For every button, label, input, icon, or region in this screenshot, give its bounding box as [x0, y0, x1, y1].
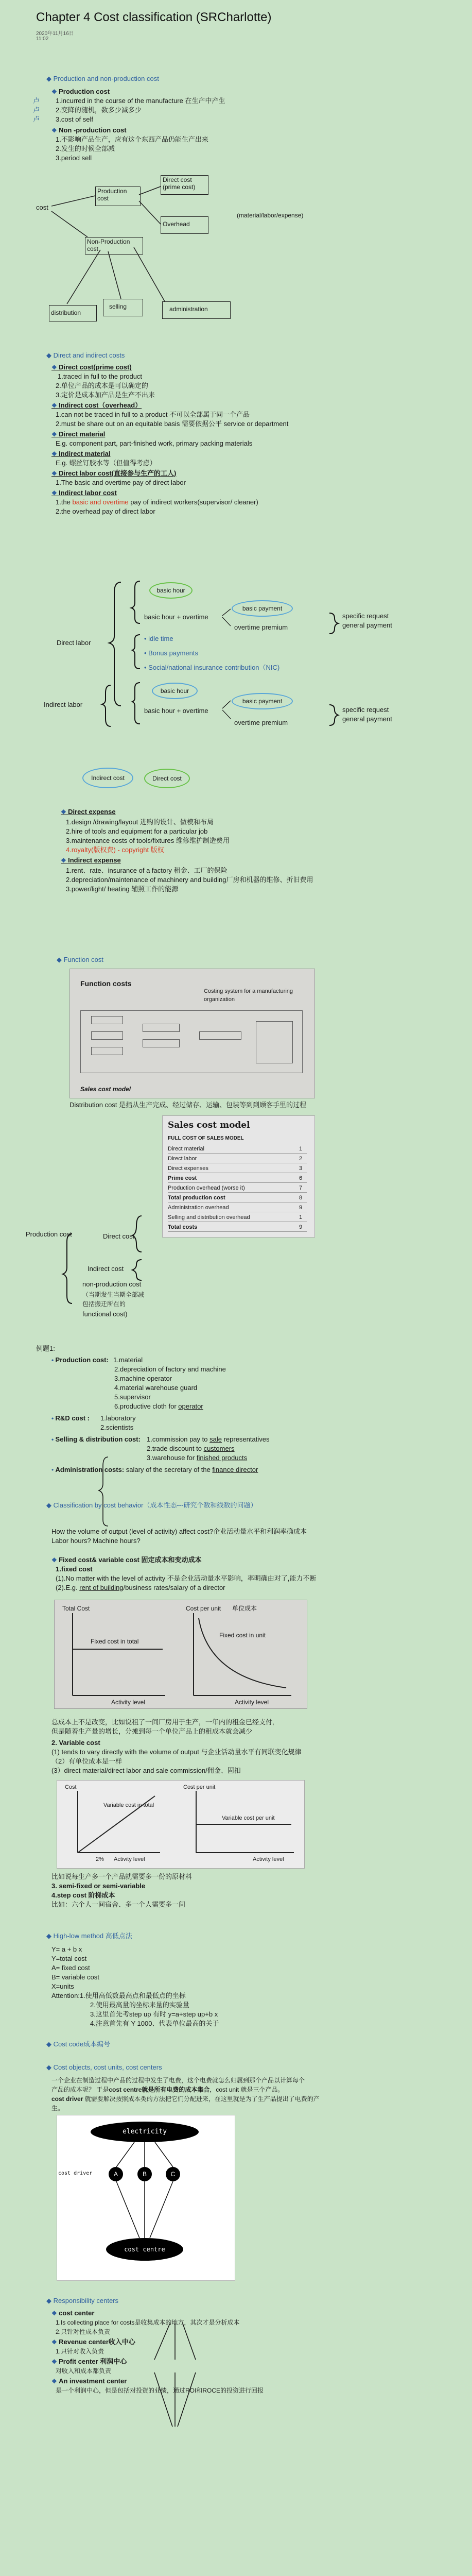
- direct-labor-label: ❖ Direct labor cost(直接参与生产的工人): [51, 469, 177, 477]
- highlow-7: 2.使用最高量的坐标来量的实验量: [90, 2001, 189, 2009]
- heading-responsibility: ◆ Responsibility centers: [46, 2297, 119, 2304]
- units-p3: cost driver 就需要解决按照成本类的方法把它们分配进来，在这里就是为了生产品提出了电费的产: [51, 2095, 320, 2103]
- fc-non-production: non-production cost: [82, 1280, 142, 1288]
- photo1-box: [256, 1021, 293, 1063]
- diagram-unit-c: C: [166, 2167, 180, 2181]
- diagram-unit-a: A: [109, 2167, 123, 2181]
- g1-inner: Fixed cost in total: [91, 1638, 139, 1645]
- heading-production: ◆ Production and non-production cost: [46, 75, 159, 82]
- semi-fixed: 3. semi-fixed or semi-variable: [51, 1882, 146, 1890]
- diagram-cost-driver: cost driver: [58, 2171, 93, 2176]
- eg-sd2: 2.trade discount to customers: [147, 1445, 235, 1452]
- sales-row-value: 2: [299, 1156, 303, 1162]
- fixed-cost-title: 1.fixed cost: [56, 1565, 93, 1573]
- direct-cost-point-2: 2.单位产品的成本是可以确定的: [56, 382, 148, 389]
- direct-expense-2: 2.hire of tools and equipment for a particular job: [66, 827, 208, 835]
- photo1-box: [91, 1031, 123, 1040]
- resp-ic1: 是一个利润中心，但是包括对投资的业绩，通过ROI和ROCE的投资进行回报: [56, 2387, 264, 2394]
- variable-cost-3: (3）direct material/direct labor and sale commission/佣金、固扣: [51, 1767, 241, 1774]
- sales-row-label: Total production cost: [168, 1195, 225, 1201]
- sales-row-value: 3: [299, 1165, 303, 1172]
- indirect-labor-point-1: 1.the basic and overtime pay of indirect workers(supervisor/ cleaner): [56, 498, 258, 506]
- highlow-4: B= variable cost: [51, 1973, 99, 1981]
- resp-revenue-center: ❖ Revenue center收入中心: [51, 2338, 135, 2346]
- diagram-unit-b: B: [137, 2167, 152, 2181]
- direct-cost-point-1: 1.traced in full to the product: [58, 372, 143, 380]
- sales-row-value: 9: [299, 1205, 303, 1211]
- fc-non-production-note-2: 包括搬迁所在的: [82, 1300, 126, 1308]
- labor-bonus: • Bonus payments: [144, 649, 199, 657]
- photo1-box: [143, 1024, 180, 1032]
- sales-row-label: Direct material: [168, 1146, 204, 1152]
- indirect-labor-point-2: 2.the overhead pay of direct labor: [56, 507, 155, 515]
- indirect-cost-point-2: 2.must be share out on an equitable basis 需要依据公平 service or department: [56, 420, 289, 428]
- production-point-3: 3.cost of self: [56, 115, 93, 123]
- eg-sd3: 3.warehouse for finished products: [147, 1454, 248, 1462]
- g2-note: 单位成本: [232, 1605, 257, 1612]
- labor-basic-overtime: basic hour + overtime: [144, 613, 208, 621]
- labor-basic-overtime-2: basic hour + overtime: [144, 707, 208, 715]
- labor-overtime-premium-2: overtime premium: [234, 719, 288, 726]
- labor-specific-request-2: specific request: [342, 706, 389, 714]
- eg-pc5: 5.supervisor: [114, 1393, 151, 1401]
- indirect-cost-label: ❖ Indirect cost（overhead）: [51, 401, 142, 409]
- non-production-point-3: 3.period sell: [56, 154, 92, 162]
- sales-row-divider: [168, 1231, 307, 1232]
- side-mark-3: 卢: [33, 115, 40, 123]
- indirect-expense-label: ❖ Indirect expense: [61, 856, 121, 864]
- g4-xlabel: Activity level: [253, 1856, 284, 1862]
- sales-row-label: Total costs: [168, 1224, 198, 1230]
- labor-social-insurance: • Social/national insurance contribution（NIC): [144, 664, 280, 671]
- indirect-labor-label: ❖ Indirect labor cost: [51, 489, 117, 497]
- note-time: 11:02: [36, 36, 49, 42]
- resp-pc1: 对收入和成本都负责: [56, 2367, 112, 2375]
- indirect-material-example: E.g. 螺丝钉胶水等（但值得考虑）: [56, 459, 156, 467]
- heading-cost-objects: ◆ Cost objects, cost units, cost centers: [46, 2063, 162, 2071]
- tree-administration: administration: [162, 301, 231, 319]
- heading-cost-behavior: ◆ Classification by cost behavior（成本性态---研究个数和线数的问题）: [46, 1501, 257, 1509]
- direct-material-label: ❖ Direct material: [51, 430, 106, 438]
- labor-basic-hour: basic hour: [149, 582, 193, 599]
- sales-model-title: Sales cost model: [168, 1120, 250, 1130]
- highlow-1: Y= a + b x: [51, 1945, 82, 1953]
- side-mark-2: 卢: [33, 106, 40, 114]
- fixed-text-1: 总成本上不是改变，比如说租了一间厂房用于生产，一年内的租金已经支付,: [51, 1718, 274, 1726]
- eg-pc3: 3.machine operator: [114, 1375, 172, 1382]
- eg-pc2: 2.depreciation of factory and machine: [114, 1365, 226, 1373]
- variable-text: 比如说每生产多一个产品就需要多一份的原材料: [51, 1873, 193, 1880]
- oval-direct-cost: Direct cost: [144, 769, 190, 788]
- tree-distribution: distribution: [49, 305, 97, 321]
- heading-function-cost: ◆ Function cost: [57, 956, 103, 963]
- fc-non-production-note-1: （当期发生当期全部减: [82, 1291, 145, 1298]
- sales-row-label: Production overhead (worse it): [168, 1185, 245, 1191]
- g3-inner: Variable cost in total: [103, 1802, 154, 1808]
- tree-non-production-cost: Non-Production cost: [85, 237, 143, 255]
- g2-xlabel: Activity level: [235, 1699, 269, 1706]
- eg-pc1: 1.material: [113, 1356, 143, 1364]
- g4-ylabel: Cost per unit: [183, 1784, 216, 1790]
- side-mark-1: 卢: [33, 97, 40, 105]
- highlow-6: Attention:1.使用高低数最高点和最低点的坐标: [51, 1992, 186, 1999]
- direct-cost-point-3: 3.定价是成本加产品是生产不出来: [56, 391, 155, 399]
- photo1-box: [91, 1016, 123, 1024]
- sales-row-value: 1: [299, 1214, 303, 1221]
- function-cost-caption: Distribution cost 是指从生产完成、经过储存、运输、包装等到到顾客手里的过程: [69, 1101, 307, 1109]
- photo1-caption: Sales cost model: [80, 1086, 131, 1093]
- direct-expense-4: 4.royalty(版权费) - copyright 版权: [66, 846, 164, 854]
- direct-expense-label: ❖ Direct expense: [61, 808, 116, 816]
- tree-cost: cost: [36, 204, 48, 211]
- tree-overhead: Overhead: [161, 216, 208, 234]
- labor-general-payment-2: general payment: [342, 715, 392, 723]
- labor-general-payment: general payment: [342, 621, 392, 629]
- direct-expense-3: 3.maintenance costs of tools/fixtures 维修维护制造费用: [66, 837, 230, 844]
- labor-overtime-premium: overtime premium: [234, 623, 288, 631]
- diagram-electricity: electricity: [91, 2122, 199, 2142]
- eg-pc6: 6.productive cloth for operator: [114, 1402, 203, 1410]
- labor-basic-payment-2: basic payment: [232, 693, 293, 709]
- heading-cost-code: ◆ Cost code成本编号: [46, 2040, 111, 2048]
- sales-model-subtitle: FULL COST OF SALES MODEL: [168, 1136, 244, 1141]
- eg-sd-cost: • Selling & distribution cost:: [51, 1435, 141, 1443]
- resp-investment-center: ❖ An investment center: [51, 2377, 127, 2385]
- direct-expense-1: 1.design /drawing/layout 进购的设计、做模和布局: [66, 818, 214, 826]
- diagram-cost-centre: cost centre: [106, 2238, 183, 2261]
- photo1-note: Costing system for a manufacturing organization: [204, 988, 293, 1003]
- indirect-expense-1: 1.rent、rate、insurance of a factory 租金、工厂的保险: [66, 867, 228, 874]
- highlow-2: Y=total cost: [51, 1955, 87, 1962]
- g3-ylabel: Cost: [65, 1784, 77, 1790]
- labor-indirect: Indirect labor: [44, 701, 83, 708]
- non-production-point-1: 1.不影响产品生产，应有这个东西产品仍能生产出来: [56, 135, 208, 143]
- fc-functional-cost: functional cost): [82, 1310, 128, 1318]
- production-point-1: 1.incurred in the course of the manufacture 在生产中产生: [56, 97, 225, 105]
- g4-inner: Variable cost per unit: [222, 1815, 275, 1821]
- photo1-title: Function costs: [80, 979, 132, 988]
- labor-direct: Direct labor: [57, 639, 91, 647]
- photo-sales-cost-model: [162, 1115, 315, 1238]
- resp-profit-center: ❖ Profit center 利润中心: [51, 2358, 127, 2365]
- units-p4: 生。: [51, 2105, 64, 2112]
- g1-ylabel: Total Cost: [62, 1605, 90, 1612]
- page-title: Chapter 4 Cost classification (SRCharlotte): [36, 10, 272, 24]
- eg-sd1: 1.commission pay to sale representatives: [147, 1435, 270, 1443]
- fixed-cost-graph-lines: [55, 1600, 307, 1708]
- highlow-5: X=units: [51, 1982, 74, 1990]
- photo1-box: [143, 1039, 180, 1047]
- sales-row-label: Direct labor: [168, 1156, 197, 1162]
- photo-variable-cost-graphs: [57, 1780, 305, 1869]
- variable-cost-1: (1) tends to vary directly with the volume of output 与企业活动量水平有同联变化规律: [51, 1748, 302, 1756]
- sales-row-label: Direct expenses: [168, 1165, 208, 1172]
- variable-cost-title: 2. Variable cost: [51, 1739, 100, 1747]
- photo1-box: [199, 1031, 241, 1040]
- tree-direct-cost: Direct cost (prime cost): [161, 175, 208, 195]
- behavior-q1: How the volume of output (level of activity) affect cost?企业活动量水平和利润率确成本: [51, 1528, 307, 1535]
- highlow-3: A= fixed cost: [51, 1964, 90, 1972]
- indirect-expense-2: 2.depreciation/maintenance of machinery and building厂房和机器的维修、折旧费用: [66, 876, 313, 884]
- example-label: 例题1:: [36, 1345, 55, 1352]
- fc-indirect-cost: Indirect cost: [88, 1265, 124, 1273]
- photo-function-costs: [69, 969, 315, 1098]
- fixed-cost-1: (1).No matter with the level of activity 不是企业活动量水平影响，率明确由对了,能力不断: [56, 1574, 317, 1582]
- g2-ylabel: Cost per unit: [186, 1605, 221, 1612]
- sales-row-label: Selling and distribution overhead: [168, 1214, 250, 1221]
- heading-direct-indirect: ◆ Direct and indirect costs: [46, 351, 125, 359]
- photo-fixed-cost-graphs: [54, 1600, 307, 1709]
- production-cost-label: ❖ Production cost: [51, 88, 110, 95]
- direct-cost-label: ❖ Direct cost(prime cost): [51, 363, 132, 371]
- eg-rd2: 2.scientists: [100, 1423, 134, 1431]
- resp-cost-center: ❖ cost center: [51, 2309, 95, 2317]
- sales-row-divider: [168, 1153, 307, 1154]
- note-date: 2020年11月16日: [36, 31, 74, 37]
- labor-idle-time: • idle time: [144, 635, 173, 642]
- resp-cc2: 2.只针对性成本负责: [56, 2328, 111, 2335]
- fixed-text-2: 但是随着生产量的增长，分摊到每一个单位产品上的租成本就会减少: [51, 1727, 253, 1735]
- units-p1: 一个企业在制造过程中产品的过程中发生了电费，这个电费就怎么归属到那个产品以计算每个: [51, 2077, 305, 2084]
- sales-row-label: Prime cost: [168, 1175, 197, 1181]
- indirect-expense-3: 3.power/light/ heating 辅照工作的能源: [66, 885, 179, 893]
- sales-row-value: 1: [299, 1146, 303, 1152]
- g2-inner: Fixed cost in unit: [219, 1632, 266, 1639]
- fixed-cost-2: (2).E.g. rent of building/business rates/salary of a director: [56, 1584, 225, 1591]
- eg-admin-cost: • Administration costs: salary of the secretary of the finance director: [51, 1466, 258, 1473]
- units-p2: 产品的成本呢？ 于是cost centre就是所有电费的成本集合，cost unit 就是三个产品。: [51, 2086, 284, 2093]
- indirect-cost-point-1: 1.can not be traced in full to a product 不可以全部属于同一个产品: [56, 411, 250, 418]
- tree-overhead-note: (material/labor/expense): [237, 212, 304, 219]
- sales-row-value: 9: [299, 1224, 303, 1230]
- highlow-8: 3.这里首先考step up 有时 y=a+step up+b x: [90, 2010, 218, 2018]
- direct-labor-point-1: 1.The basic and overtime pay of direct labor: [56, 479, 186, 486]
- resp-cc1: 1.Is collecting place for costs是收集成本的地方，其次才是分析成本: [56, 2319, 240, 2326]
- sales-row-label: Administration overhead: [168, 1205, 229, 1211]
- cost-units-diagram: [57, 2115, 235, 2281]
- g3-xlabel: Activity level: [114, 1856, 145, 1862]
- highlow-9: 4.注意首先有 Y 1000、代表单位最高的关于: [90, 2020, 219, 2027]
- step-cost: 4.step cost 阶梯成本: [51, 1891, 115, 1899]
- g1-xlabel: Activity level: [111, 1699, 146, 1706]
- direct-material-example: E.g. component part, part-finished work, primary packing materials: [56, 439, 253, 447]
- labor-basic-payment: basic payment: [232, 600, 293, 617]
- eg-rd-cost: • R&D cost :: [51, 1414, 90, 1422]
- labor-specific-request: specific request: [342, 612, 389, 620]
- step-cost-example: 比如：六个人一间宿舍、多一个人需要多一间: [51, 1901, 186, 1908]
- oval-indirect-cost: Indirect cost: [82, 768, 133, 788]
- sales-row-divider: [168, 1192, 307, 1193]
- sales-row-value: 6: [299, 1175, 303, 1181]
- fixed-variable-label: ❖ Fixed cost& variable cost 固定成本和变动成本: [51, 1556, 202, 1564]
- behavior-q2: Labor hours? Machine hours?: [51, 1537, 141, 1545]
- heading-high-low: ◆ High-low method 高低点法: [46, 1932, 132, 1940]
- tree-selling: selling: [103, 299, 143, 316]
- resp-rc1: 1.只针对收入负责: [56, 2348, 104, 2355]
- non-production-point-2: 2.发生的时候全部减: [56, 145, 115, 152]
- tree-production-cost: Production cost: [95, 187, 141, 206]
- production-point-2: 2.变降的随机，数多少减多少: [56, 106, 142, 114]
- non-production-cost-label: ❖ Non -production cost: [51, 126, 127, 134]
- eg-pc4: 4.material warehouse guard: [114, 1384, 198, 1392]
- sales-row-value: 7: [299, 1185, 303, 1191]
- fc-direct-cost: Direct cost: [103, 1232, 135, 1240]
- sales-row-divider: [168, 1182, 307, 1183]
- labor-basic-hour-2: basic hour: [152, 683, 198, 699]
- variable-cost-2: （2）有单位成本是一样: [51, 1757, 123, 1765]
- photo1-flowchart: [80, 1010, 303, 1073]
- eg-rd1: 1.laboratory: [100, 1414, 136, 1422]
- sales-row-value: 8: [299, 1195, 303, 1201]
- indirect-material-label: ❖ Indirect material: [51, 450, 111, 457]
- g3-note: 2%: [96, 1856, 104, 1862]
- photo1-box: [91, 1047, 123, 1055]
- fc-production-cost: Production cost: [26, 1230, 72, 1238]
- eg-production-cost: • Production cost:: [51, 1356, 109, 1364]
